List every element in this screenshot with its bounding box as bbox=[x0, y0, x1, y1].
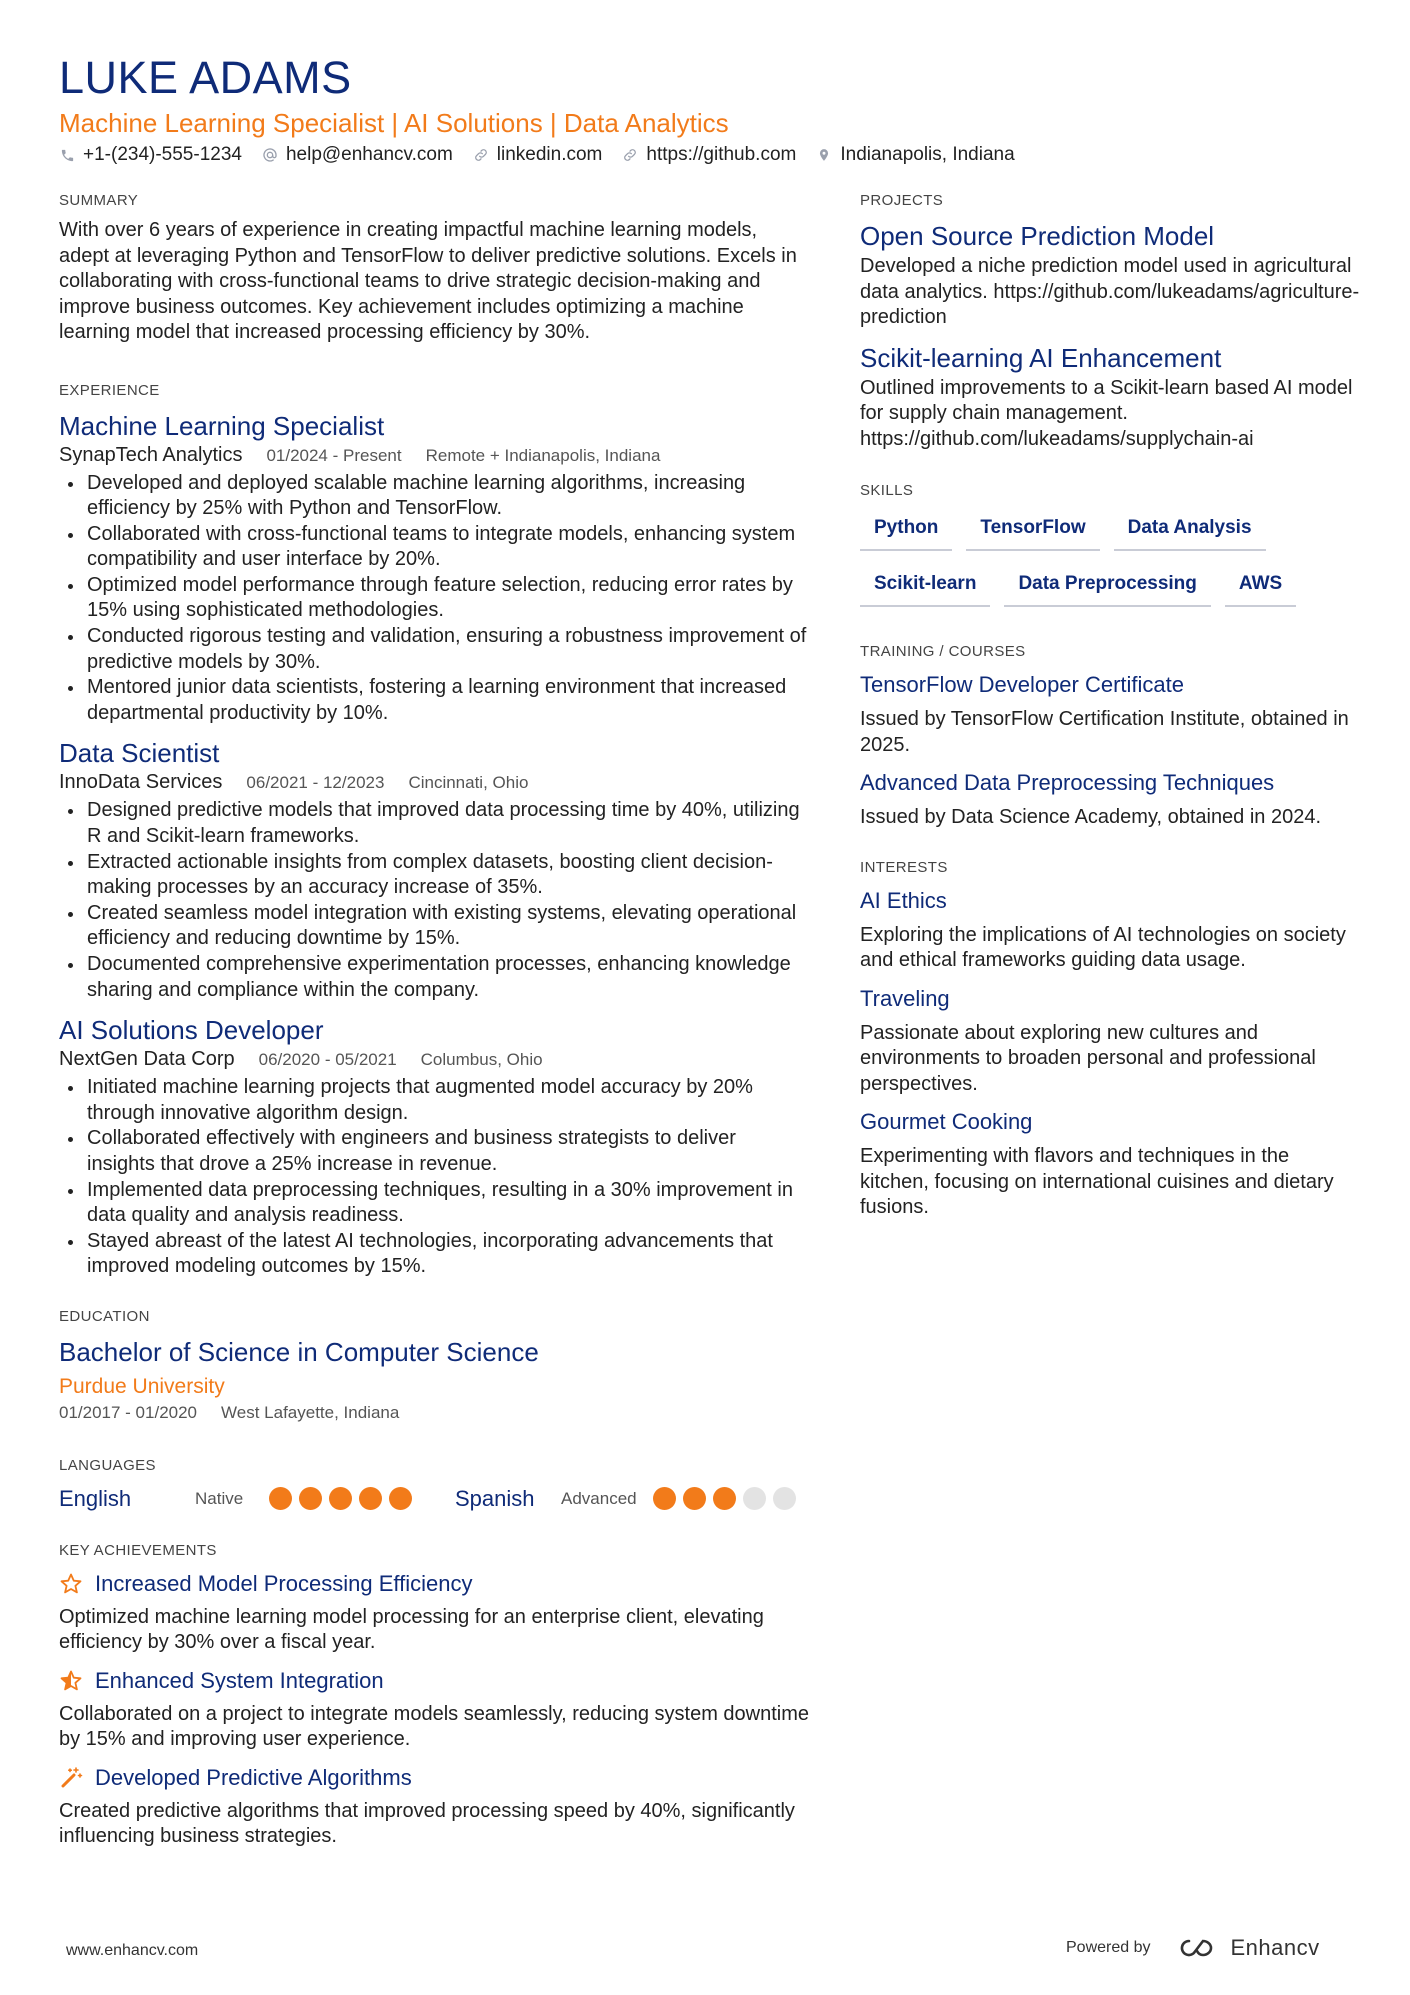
skill-tag: Data Analysis bbox=[1114, 509, 1266, 551]
job-entry bbox=[59, 738, 809, 1003]
project-title: Open Source Prediction Model bbox=[860, 221, 1215, 251]
job-dates: 01/2024 - Present bbox=[266, 445, 402, 465]
enhancv-logo[interactable] bbox=[1177, 1935, 1320, 1961]
job-location: Columbus, Ohio bbox=[420, 1050, 543, 1070]
contact-linkedin[interactable] bbox=[473, 144, 603, 166]
skill-tag: Data Preprocessing bbox=[1004, 565, 1210, 607]
achievement-title: Developed Predictive Algorithms bbox=[95, 1764, 412, 1790]
phone-icon bbox=[59, 147, 75, 163]
job-bullet: Collaborated effectively with engineers and business strategists to deliver insights that drove a 25% increase in revenue. bbox=[59, 1126, 809, 1177]
job-bullet: Optimized model performance through feature selection, reducing error rates by 15% using sophisticated methodologies. bbox=[59, 573, 809, 624]
language-name: English bbox=[59, 1485, 132, 1511]
language-rating bbox=[269, 1487, 419, 1510]
achievement-item bbox=[59, 1668, 809, 1753]
section-title-languages: LANGUAGES bbox=[59, 1456, 156, 1474]
job-entry bbox=[59, 1015, 809, 1280]
education-degree: Bachelor of Science in Computer Science bbox=[59, 1336, 539, 1367]
rating-dot-filled bbox=[359, 1487, 382, 1510]
education-meta bbox=[59, 1403, 809, 1423]
star-half-icon bbox=[59, 1669, 83, 1693]
languages-section bbox=[59, 1457, 809, 1512]
powered-by-label: Powered by bbox=[1066, 1939, 1151, 1956]
candidate-name: LUKE ADAMS bbox=[59, 52, 352, 103]
rating-dot-filled bbox=[269, 1487, 292, 1510]
project-desc: Outlined improvements to a Scikit-learn based AI model for supply chain management. https://github.com/lukeadams/supplychain-ai bbox=[860, 376, 1353, 450]
headline: Machine Learning Specialist | AI Solutions | Data Analytics bbox=[59, 108, 729, 138]
section-title-education: EDUCATION bbox=[59, 1307, 150, 1325]
contact-github[interactable] bbox=[622, 144, 796, 166]
rating-dot-empty bbox=[773, 1487, 796, 1510]
project-item bbox=[860, 221, 1360, 331]
contact-github-text: https://github.com bbox=[646, 144, 797, 165]
interest-desc: Experimenting with flavors and techniques in the kitchen, focusing on international cuisines and dietary fusions. bbox=[860, 1145, 1334, 1218]
summary-text: With over 6 years of experience in creating impactful machine learning models, adept at leveraging Python and TensorFlow to deliver predictive solutions. Excels in collaborating with cross-functional teams to drive strategic decision-making and improve business outcomes. Key achievement includes optimizing a machine learning model that increased processing efficiency by 30%. bbox=[59, 219, 797, 343]
section-title-projects: PROJECTS bbox=[860, 192, 944, 209]
magic-wand-icon bbox=[59, 1766, 83, 1790]
link-icon bbox=[473, 147, 489, 163]
skill-tag: TensorFlow bbox=[966, 509, 1099, 551]
rating-dot-filled bbox=[683, 1487, 706, 1510]
location-pin-icon bbox=[816, 147, 832, 163]
interest-item bbox=[860, 986, 1360, 1098]
enhancv-logo-icon bbox=[1177, 1936, 1221, 1960]
section-title-interests: INTERESTS bbox=[860, 858, 948, 876]
left-column bbox=[59, 192, 809, 1850]
job-dates: 06/2021 - 12/2023 bbox=[246, 773, 385, 793]
achievement-desc: Collaborated on a project to integrate models seamlessly, reducing system downtime by 15% and improving user experience. bbox=[59, 1702, 809, 1751]
job-location: Cincinnati, Ohio bbox=[408, 773, 529, 793]
job-bullet: Implemented data preprocessing techniques, resulting in a 30% improvement in data quality and analysis readiness. bbox=[59, 1178, 809, 1229]
job-entry bbox=[59, 411, 809, 727]
interests-section bbox=[860, 859, 1360, 1221]
job-company: NextGen Data Corp bbox=[59, 1048, 235, 1071]
job-bullet: Conducted rigorous testing and validation, ensuring a robustness improvement of predictive models by 30%. bbox=[59, 624, 809, 675]
course-item bbox=[860, 770, 1360, 831]
job-title: Data Scientist bbox=[59, 738, 220, 769]
section-title-skills: SKILLS bbox=[860, 482, 914, 499]
skill-tag: Scikit-learn bbox=[860, 565, 990, 607]
section-title-experience: EXPERIENCE bbox=[59, 381, 160, 399]
job-bullets bbox=[59, 471, 809, 727]
language-rating bbox=[653, 1487, 803, 1510]
contact-location bbox=[816, 144, 1014, 166]
job-dates: 06/2020 - 05/2021 bbox=[258, 1050, 397, 1070]
skill-tag: AWS bbox=[1225, 565, 1296, 607]
job-bullet: Created seamless model integration with existing systems, elevating operational efficiency and reducing downtime by 15%. bbox=[59, 901, 809, 952]
projects-section bbox=[860, 192, 1360, 452]
contact-email[interactable] bbox=[262, 144, 453, 166]
skill-tag: Python bbox=[860, 509, 952, 551]
job-company: SynapTech Analytics bbox=[59, 443, 243, 466]
project-title: Scikit-learning AI Enhancement bbox=[860, 342, 1222, 373]
interest-item bbox=[860, 1109, 1360, 1221]
job-bullet: Collaborated with cross-functional teams to integrate models, enhancing system compatibility and user interface by 20%. bbox=[59, 522, 809, 573]
job-meta bbox=[59, 1048, 809, 1071]
job-company: InnoData Services bbox=[59, 771, 223, 794]
job-title: Machine Learning Specialist bbox=[59, 410, 385, 441]
interest-desc: Exploring the implications of AI technologies on society and ethical frameworks guiding data usage. bbox=[860, 923, 1346, 971]
achievement-item bbox=[59, 1765, 809, 1850]
languages-row bbox=[59, 1486, 809, 1512]
job-bullet: Stayed abreast of the latest AI technologies, incorporating advancements that improved modeling outcomes by 15%. bbox=[59, 1229, 809, 1280]
contact-email-text: help@enhancv.com bbox=[285, 144, 453, 165]
rating-dot-filled bbox=[713, 1487, 736, 1510]
language-level: Advanced bbox=[561, 1488, 637, 1508]
brand-name: Enhancv bbox=[1230, 1935, 1320, 1960]
interest-item bbox=[860, 888, 1360, 974]
contact-phone[interactable] bbox=[59, 144, 242, 166]
course-title: TensorFlow Developer Certificate bbox=[860, 672, 1185, 697]
job-bullet: Extracted actionable insights from complex datasets, boosting client decision-making processes by an accuracy increase of 35%. bbox=[59, 850, 809, 901]
footer-website[interactable]: www.enhancv.com bbox=[66, 1942, 199, 1959]
footer-branding bbox=[1066, 1935, 1320, 1961]
job-bullets bbox=[59, 798, 809, 1003]
language-level: Native bbox=[195, 1488, 244, 1508]
achievement-desc: Optimized machine learning model processing for an enterprise client, elevating efficiency by 30% over a fiscal year. bbox=[59, 1605, 764, 1654]
achievement-desc: Created predictive algorithms that improved processing speed by 40%, significantly influencing business strategies. bbox=[59, 1799, 795, 1848]
course-item bbox=[860, 672, 1360, 758]
education-dates: 01/2017 - 01/2020 bbox=[59, 1402, 198, 1422]
rating-dot-filled bbox=[389, 1487, 412, 1510]
education-section bbox=[59, 1308, 809, 1423]
contact-linkedin-text: linkedin.com bbox=[496, 144, 603, 165]
job-bullet: Documented comprehensive experimentation processes, enhancing knowledge sharing and compliance within the company. bbox=[59, 952, 809, 1003]
job-bullet: Initiated machine learning projects that augmented model accuracy by 20% through innovative algorithm design. bbox=[59, 1075, 809, 1126]
skills-list bbox=[860, 509, 1340, 621]
contact-location-text: Indianapolis, Indiana bbox=[840, 144, 1015, 165]
language-spanish bbox=[455, 1486, 803, 1512]
interest-title: Gourmet Cooking bbox=[860, 1109, 1033, 1134]
summary-section bbox=[59, 192, 809, 346]
job-bullet: Designed predictive models that improved data processing time by 40%, utilizing R and Scikit-learn frameworks. bbox=[59, 798, 809, 849]
job-title: AI Solutions Developer bbox=[59, 1015, 324, 1046]
job-bullet: Mentored junior data scientists, fostering a learning environment that increased departmental productivity by 10%. bbox=[59, 675, 809, 726]
project-item bbox=[860, 343, 1360, 453]
skills-section bbox=[860, 482, 1360, 621]
section-title-summary: SUMMARY bbox=[59, 192, 139, 209]
experience-section bbox=[59, 382, 809, 1280]
project-desc: Developed a niche prediction model used in agricultural data analytics. https://github.com/lukeadams/agriculture-prediction bbox=[860, 255, 1360, 328]
job-bullet: Developed and deployed scalable machine learning algorithms, increasing efficiency by 25% with Python and TensorFlow. bbox=[59, 471, 809, 522]
job-meta bbox=[59, 444, 809, 467]
interest-desc: Passionate about exploring new cultures and environments to broaden personal and professional perspectives. bbox=[860, 1021, 1316, 1095]
education-location: West Lafayette, Indiana bbox=[221, 1402, 400, 1422]
job-meta bbox=[59, 771, 809, 794]
language-english bbox=[59, 1486, 419, 1512]
star-outline-icon bbox=[59, 1572, 83, 1596]
course-title: Advanced Data Preprocessing Techniques bbox=[860, 770, 1275, 795]
section-title-training: TRAINING / COURSES bbox=[860, 643, 1026, 660]
achievement-title: Enhanced System Integration bbox=[95, 1667, 384, 1693]
course-desc: Issued by TensorFlow Certification Institute, obtained in 2025. bbox=[860, 708, 1349, 756]
achievement-item bbox=[59, 1571, 809, 1656]
job-bullets bbox=[59, 1075, 809, 1280]
course-desc: Issued by Data Science Academy, obtained in 2024. bbox=[860, 806, 1322, 828]
contact-bar bbox=[59, 144, 1035, 166]
link-icon bbox=[622, 147, 638, 163]
right-column bbox=[860, 192, 1360, 1221]
rating-dot-filled bbox=[299, 1487, 322, 1510]
contact-phone-text: +1-(234)-555-1234 bbox=[83, 144, 242, 165]
interest-title: AI Ethics bbox=[860, 887, 947, 913]
interest-title: Traveling bbox=[860, 985, 950, 1011]
rating-dot-empty bbox=[743, 1487, 766, 1510]
achievement-title: Increased Model Processing Efficiency bbox=[95, 1570, 473, 1596]
achievements-section bbox=[59, 1542, 809, 1850]
language-name: Spanish bbox=[455, 1485, 535, 1511]
education-school: Purdue University bbox=[59, 1374, 225, 1398]
rating-dot-filled bbox=[653, 1487, 676, 1510]
rating-dot-filled bbox=[329, 1487, 352, 1510]
training-section bbox=[860, 643, 1360, 831]
section-title-achievements: KEY ACHIEVEMENTS bbox=[59, 1541, 217, 1559]
job-location: Remote + Indianapolis, Indiana bbox=[425, 445, 661, 465]
at-icon bbox=[262, 147, 278, 163]
